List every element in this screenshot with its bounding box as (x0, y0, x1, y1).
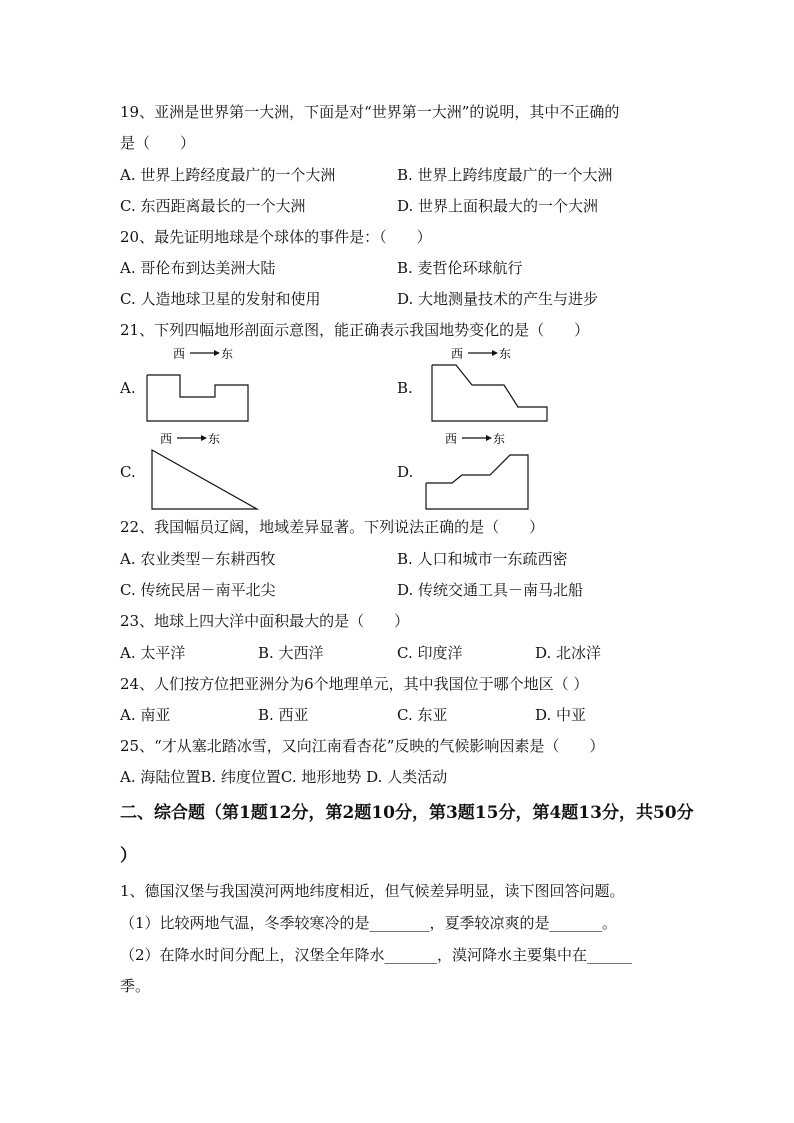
q24-option-c: C. 东亚 (397, 706, 448, 724)
q23-option-c: C. 印度洋 (397, 644, 463, 662)
terrain-profile (152, 450, 257, 509)
q19-stem-line1: 19、亚洲是世界第一大洲，下面是对“世界第一大洲”的说明，其中不正确的 (120, 103, 620, 121)
q19-stem-line2: 是（ ） (120, 134, 196, 152)
q22-option-a: A. 农业类型－东耕西牧 (120, 550, 276, 568)
q19-option-d: D. 世界上面积最大的一个大洲 (397, 197, 599, 215)
q21-option-a-letter: A. (120, 379, 136, 397)
q21-option-d-letter: D. (397, 463, 414, 481)
q23-stem: 23、地球上四大洋中面积最大的是（ ） (120, 612, 410, 630)
s2-q1-sub2-line1: （2）在降水时间分配上，汉堡全年降水_______，漠河降水主要集中在______ (120, 946, 633, 964)
terrain-profile (426, 455, 528, 509)
west-label: 西 (451, 347, 464, 361)
q24-option-a: A. 南亚 (120, 706, 171, 724)
terrain-profile (147, 375, 248, 421)
q21-option-b-letter: B. (397, 379, 413, 397)
q20-option-a: A. 哥伦布到达美洲大陆 (120, 259, 276, 277)
q24-option-d: D. 中亚 (535, 706, 587, 724)
q21-option-c-letter: C. (120, 463, 136, 481)
q21-diagram-b (420, 343, 555, 425)
q19-option-b: B. 世界上跨纬度最广的一个大洲 (397, 166, 613, 184)
q22-option-b: B. 人口和城市一东疏西密 (397, 550, 568, 568)
east-label: 东 (221, 347, 234, 361)
q20-option-b: B. 麦哲伦环球航行 (397, 259, 523, 277)
q19-option-c: C. 东西距离最长的一个大洲 (120, 197, 306, 215)
s2-q1-sub1: （1）比较两地气温，冬季较寒冷的是________，夏季较凉爽的是_______。 (120, 914, 618, 932)
east-label: 东 (493, 432, 506, 446)
q21-diagram-c (140, 428, 265, 513)
q25-stem: 25、“才从塞北踏冰雪，又向江南看杏花”反映的气候影响因素是（ ） (120, 737, 605, 755)
q21-diagram-a (140, 343, 260, 425)
section2-title-line1: 二、综合题（第1题12分，第2题10分，第3题15分，第4题13分，共50分 (120, 803, 694, 823)
q25-options: A. 海陆位置B. 纬度位置C. 地形地势 D. 人类活动 (120, 768, 448, 786)
q24-option-b: B. 西亚 (258, 706, 309, 724)
q23-option-a: A. 太平洋 (120, 644, 186, 662)
q22-option-c: C. 传统民居－南平北尖 (120, 581, 276, 599)
q21-diagram-d (420, 428, 540, 513)
q22-stem: 22、我国幅员辽阔，地域差异显著。下列说法正确的是（ ） (120, 518, 545, 536)
q21-stem: 21、下列四幅地形剖面示意图，能正确表示我国地势变化的是（ ） (120, 321, 590, 339)
q20-option-c: C. 人造地球卫星的发射和使用 (120, 290, 321, 308)
q23-option-d: D. 北冰洋 (535, 644, 602, 662)
q24-stem: 24、人们按方位把亚洲分为6个地理单元，其中我国位于哪个地区（ ） (120, 675, 589, 693)
west-label: 西 (173, 347, 186, 361)
section2-title-line2: ） (120, 846, 137, 866)
east-label: 东 (208, 432, 221, 446)
west-label: 西 (445, 432, 458, 446)
arrow-head (201, 435, 207, 441)
arrow-head (486, 435, 492, 441)
s2-q1-sub2-line2: 季。 (120, 977, 151, 995)
q20-stem: 20、最先证明地球是个球体的事件是：（ ） (120, 228, 432, 246)
east-label: 东 (499, 347, 512, 361)
q23-option-b: B. 大西洋 (258, 644, 324, 662)
arrow-head (492, 350, 498, 356)
q19-option-a: A. 世界上跨经度最广的一个大洲 (120, 166, 336, 184)
west-label: 西 (160, 432, 173, 446)
arrow-head (214, 350, 220, 356)
q22-option-d: D. 传统交通工具－南马北船 (397, 581, 584, 599)
s2-q1-stem: 1、德国汉堡与我国漠河两地纬度相近，但气候差异明显，读下图回答问题。 (120, 882, 625, 900)
terrain-profile (432, 365, 547, 421)
q20-option-d: D. 大地测量技术的产生与进步 (397, 290, 599, 308)
